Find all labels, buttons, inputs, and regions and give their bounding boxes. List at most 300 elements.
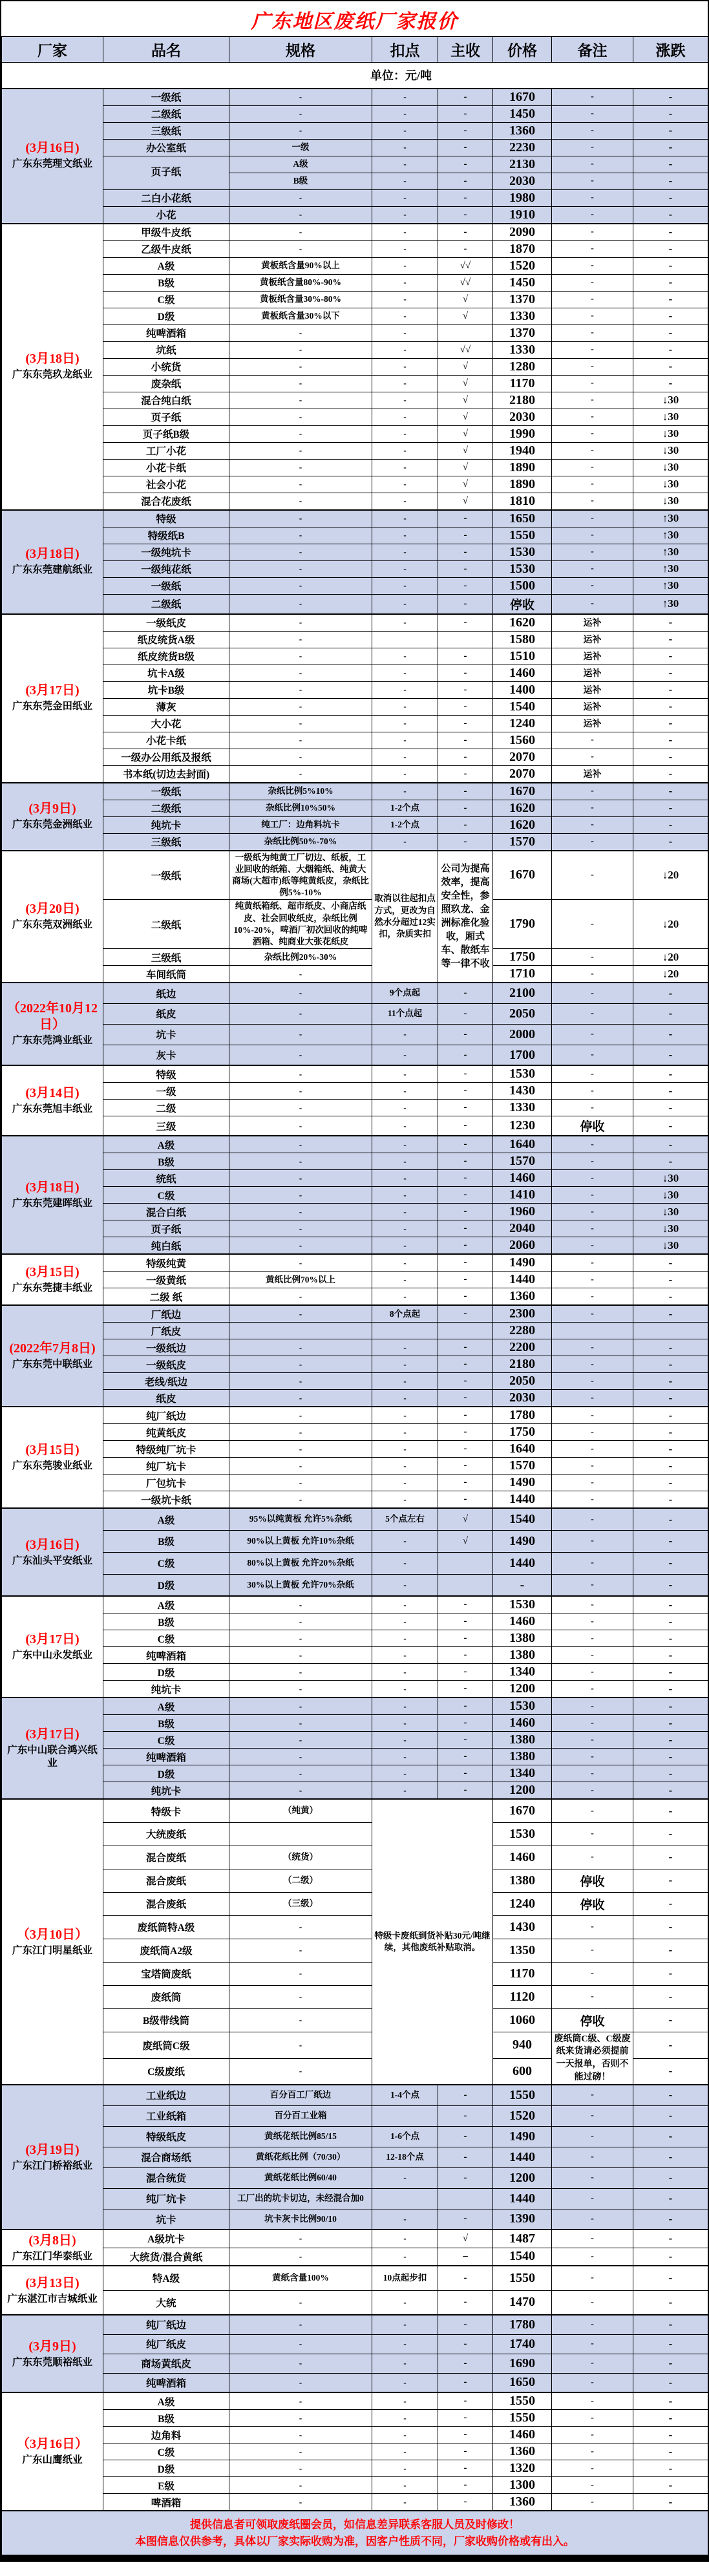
table-row: [2, 765, 708, 783]
main-collect-cell: -: [438, 1288, 493, 1306]
spec-cell: -: [229, 1204, 372, 1220]
main-collect-cell: -: [438, 2392, 493, 2410]
factory-date: (3月20日): [25, 902, 79, 917]
deduction-cell: 5个点左右: [372, 1508, 438, 1530]
price-cell: 1670: [493, 851, 552, 900]
deduction-cell: -: [372, 240, 438, 257]
deduction-cell: -: [372, 1681, 438, 1698]
spec-cell: -: [229, 2058, 372, 2085]
change-cell: -: [633, 665, 708, 681]
table-row: [2, 2126, 708, 2147]
factory-name: 广东中山永发纸业: [12, 1650, 92, 1661]
note-cell: -: [552, 1045, 633, 1065]
product-cell: 办公室纸: [103, 139, 229, 156]
spec-cell: -: [229, 2230, 372, 2248]
note-cell: -: [552, 2105, 633, 2126]
factory-date: (3月15日): [25, 1265, 79, 1280]
note-cell: -: [552, 2460, 633, 2477]
change-cell: -: [633, 2266, 708, 2290]
price-table: [1, 36, 708, 2555]
note-cell: -: [552, 1915, 633, 1939]
note-cell: -: [552, 1782, 633, 1800]
deduction-cell: -: [372, 1698, 438, 1715]
deduction-cell: -: [372, 2427, 438, 2443]
note-cell: -: [552, 800, 633, 816]
main-collect-cell: -: [438, 1204, 493, 1220]
price-cell: 1450: [493, 105, 552, 122]
table-row: [2, 816, 708, 833]
note-cell: -: [552, 139, 633, 156]
price-cell: 1650: [493, 510, 552, 527]
change-cell: -: [633, 1574, 708, 1596]
deduction-cell: -: [372, 2209, 438, 2230]
table-row: [2, 1339, 708, 1356]
table-row: [2, 1424, 708, 1441]
deduction-cell: -: [372, 493, 438, 510]
product-cell: C级: [103, 1732, 229, 1749]
note-cell: -: [552, 392, 633, 409]
change-cell: -: [633, 1596, 708, 1613]
deduction-cell: -: [372, 1136, 438, 1153]
change-cell: ↓20: [633, 949, 708, 966]
change-cell: -: [633, 833, 708, 851]
spec-cell: -: [229, 665, 372, 681]
table-row: [2, 1288, 708, 1306]
main-collect-cell: -: [438, 2167, 493, 2188]
main-collect-cell: -: [438, 1305, 493, 1323]
main-collect-cell: -: [438, 510, 493, 527]
table-row: [2, 1045, 708, 1065]
note-cell: -: [552, 900, 633, 949]
price-cell: 1360: [493, 1288, 552, 1306]
table-row: [2, 1237, 708, 1255]
change-cell: [633, 1323, 708, 1339]
page-title: [1, 1, 708, 36]
note-cell: -: [552, 122, 633, 139]
note-cell: -: [552, 1715, 633, 1732]
main-collect-cell: √: [438, 291, 493, 308]
spec-cell: -: [229, 1613, 372, 1630]
table-row: [2, 614, 708, 632]
table-row: [2, 681, 708, 698]
product-cell: 一级纸边: [103, 1339, 229, 1356]
note-cell: -: [552, 2147, 633, 2167]
price-cell: 1870: [493, 240, 552, 257]
change-cell: -: [633, 1765, 708, 1782]
table-row: [2, 375, 708, 392]
price-cell: 1540: [493, 1508, 552, 1530]
table-row: [2, 1116, 708, 1136]
table-row: [2, 206, 708, 224]
change-cell: -: [633, 1083, 708, 1100]
main-collect-cell: -: [438, 1116, 493, 1136]
main-collect-cell: -: [438, 1765, 493, 1782]
table-row: [2, 749, 708, 765]
product-cell: 特级纸B: [103, 527, 229, 544]
price-cell: 1460: [493, 1613, 552, 1630]
factory-date: （3月16日）: [17, 2437, 88, 2452]
table-row: [2, 631, 708, 648]
note-cell: -: [552, 1237, 633, 1255]
spec-cell: -: [229, 1458, 372, 1474]
price-cell: 1620: [493, 614, 552, 632]
price-cell: 1390: [493, 2209, 552, 2230]
deduction-cell: -: [372, 173, 438, 189]
deduction-cell: -: [372, 189, 438, 206]
table-row: [2, 409, 708, 425]
table-row: [2, 189, 708, 206]
price-cell: 1960: [493, 1204, 552, 1220]
table-row: [2, 1024, 708, 1045]
factory-cell: [2, 2266, 103, 2315]
product-cell: 纸皮: [103, 1003, 229, 1024]
table-row: [2, 1272, 708, 1288]
note-cell: -: [552, 816, 633, 833]
main-collect-cell: √: [438, 1508, 493, 1530]
deduction-cell: -: [372, 1596, 438, 1613]
product-cell: 厂纸边: [103, 1305, 229, 1323]
main-collect-cell: -: [438, 1407, 493, 1424]
spec-cell: -: [229, 983, 372, 1003]
price-cell: 1460: [493, 1170, 552, 1187]
main-collect-cell: -: [438, 1356, 493, 1373]
spec-cell: -: [229, 341, 372, 358]
main-collect-cell: √: [438, 425, 493, 442]
table-row: [2, 1869, 708, 1892]
change-cell: ↓20: [633, 900, 708, 949]
note-cell: -: [552, 1985, 633, 2008]
factory-date: (3月9日): [28, 802, 76, 816]
note-cell: -: [552, 1100, 633, 1116]
deduction-cell: -: [372, 510, 438, 527]
deduction-cell: -: [372, 2334, 438, 2354]
price-cell: 1570: [493, 1153, 552, 1170]
product-cell: 特级纸皮: [103, 2126, 229, 2147]
spec-cell: -: [229, 2008, 372, 2032]
table-row: [2, 1749, 708, 1765]
factory-cell: [2, 1254, 103, 1305]
main-collect-cell: -: [438, 1045, 493, 1065]
price-cell: 1620: [493, 800, 552, 816]
table-row: [2, 1962, 708, 1985]
deduction-cell: -: [372, 2315, 438, 2334]
note-cell: -: [552, 1962, 633, 1985]
change-cell: -: [633, 189, 708, 206]
spec-cell: -: [229, 1116, 372, 1136]
deduction-cell: -: [372, 2477, 438, 2494]
deduction-cell: -: [372, 274, 438, 291]
deduction-cell: 10点起步扣: [372, 2266, 438, 2290]
table-row: [2, 1647, 708, 1664]
product-cell: 小花卡纸: [103, 459, 229, 476]
change-cell: -: [633, 1288, 708, 1306]
factory-date: (3月18日): [25, 1180, 79, 1195]
spec-cell: -: [229, 1732, 372, 1749]
change-cell: -: [633, 2085, 708, 2105]
deduction-cell: -: [372, 1530, 438, 1552]
note-cell: -: [552, 851, 633, 900]
deduction-cell: -: [372, 527, 438, 544]
main-collect-cell: -: [438, 1715, 493, 1732]
product-cell: 小统货: [103, 358, 229, 375]
spec-cell: -: [229, 89, 372, 106]
note-cell: -: [552, 2334, 633, 2354]
spec-cell: -: [229, 1254, 372, 1272]
deduction-cell: [372, 2105, 438, 2126]
note-cell: -: [552, 1136, 633, 1153]
factory-date: （3月10日）: [17, 1927, 88, 1942]
table-row: [2, 949, 708, 966]
deduction-cell: -: [372, 156, 438, 173]
spec-cell: 黄纸花纸比例60/40: [229, 2167, 372, 2188]
change-cell: -: [633, 156, 708, 173]
main-collect-cell: -: [438, 816, 493, 833]
product-cell: 二级 纸: [103, 1288, 229, 1306]
product-cell: B级: [103, 1153, 229, 1170]
change-cell: -: [633, 1681, 708, 1698]
deduction-cell: -: [372, 1045, 438, 1065]
main-collect-cell: √: [438, 375, 493, 392]
change-cell: -: [633, 2443, 708, 2460]
price-cell: 1570: [493, 833, 552, 851]
note-cell: -: [552, 1220, 633, 1237]
main-collect-cell: -: [438, 1339, 493, 1356]
deduction-cell: -: [372, 257, 438, 274]
table-row: [2, 851, 708, 900]
price-cell: 2040: [493, 1220, 552, 1237]
main-collect-cell: -: [438, 1100, 493, 1116]
spec-cell: -: [229, 2427, 372, 2443]
main-collect-cell: -: [438, 1187, 493, 1204]
price-cell: 1890: [493, 459, 552, 476]
note-cell: -: [552, 1799, 633, 1822]
spec-cell: -: [229, 375, 372, 392]
note-cell: -: [552, 1390, 633, 1407]
change-cell: ↑30: [633, 594, 708, 614]
table-row: [2, 1065, 708, 1083]
price-cell: 1340: [493, 1664, 552, 1681]
table-row: [2, 1892, 708, 1915]
deduction-cell: 1-6个点: [372, 2126, 438, 2147]
table-row: [2, 2167, 708, 2188]
price-cell: 1170: [493, 1962, 552, 1985]
table-row: [2, 715, 708, 732]
main-collect-cell: -: [438, 2373, 493, 2392]
factory-name: 广东中山联合鸿兴纸业: [7, 1745, 98, 1769]
table-row: [2, 1187, 708, 1204]
note-cell: -: [552, 1596, 633, 1613]
main-collect-cell: -: [438, 1254, 493, 1272]
table-row: [2, 1323, 708, 1339]
price-cell: 940: [493, 2032, 552, 2058]
spec-cell: -: [229, 1782, 372, 1800]
col-header-spec: 规格: [229, 37, 372, 63]
spec-cell: 黄纸比例70%以上: [229, 1272, 372, 1288]
main-collect-cell: -: [438, 189, 493, 206]
table-row: [2, 1254, 708, 1272]
price-cell: 1530: [493, 1698, 552, 1715]
deduction-cell: -: [372, 681, 438, 698]
spec-cell: 30%以上黄板 允许70%杂纸: [229, 1574, 372, 1596]
main-collect-cell: -: [438, 2147, 493, 2167]
deduction-cell: -: [372, 1083, 438, 1100]
main-collect-cell: -: [438, 665, 493, 681]
main-collect-cell: -: [438, 1170, 493, 1187]
table-row: [2, 648, 708, 665]
deduction-cell: -: [372, 1237, 438, 1255]
spec-cell: -: [229, 1596, 372, 1613]
table-row: [2, 1373, 708, 1390]
deduction-cell: -: [372, 1552, 438, 1574]
spec-cell: -: [229, 698, 372, 715]
table-row: [2, 139, 708, 156]
factory-date: (3月8日): [28, 2233, 76, 2248]
main-collect-cell: -: [438, 1782, 493, 1800]
table-row: [2, 527, 708, 544]
main-collect-cell: -: [438, 206, 493, 224]
product-cell: C级: [103, 1630, 229, 1647]
deduction-cell: -: [372, 1373, 438, 1390]
product-cell: 车间纸筒: [103, 966, 229, 983]
spec-cell: -: [229, 1962, 372, 1985]
spec-cell: 纯黄纸箱纸、超市纸皮、小商店纸皮、社会回收纸皮，杂纸比例 10%-20%，啤酒厂初次回收的纯啤酒箱、纯商业大张花纸皮: [229, 900, 372, 949]
spec-cell: 杂纸比例10%50%: [229, 800, 372, 816]
product-cell: 页子纸: [103, 1220, 229, 1237]
spec-cell: （统货）: [229, 1846, 372, 1869]
change-cell: -: [633, 139, 708, 156]
main-collect-cell: -: [438, 2410, 493, 2427]
product-cell: E级: [103, 2477, 229, 2494]
note-cell: -: [552, 291, 633, 308]
product-cell: 一级纯坑卡: [103, 544, 229, 560]
table-row: [2, 1220, 708, 1237]
change-cell: -: [633, 1065, 708, 1083]
deduction-cell: -: [372, 1613, 438, 1630]
deduction-cell: -: [372, 1458, 438, 1474]
factory-name: 广东东莞建晖纸业: [12, 1198, 92, 1209]
change-cell: -: [633, 732, 708, 749]
product-cell: C级: [103, 1552, 229, 1574]
deduction-cell: -: [372, 614, 438, 632]
spec-cell: -: [229, 409, 372, 425]
change-cell: ↓30: [633, 1187, 708, 1204]
deduction-cell: -: [372, 291, 438, 308]
spec-cell: -: [229, 510, 372, 527]
spec-cell: -: [229, 765, 372, 783]
spec-cell: -: [229, 1237, 372, 1255]
product-cell: 页子纸B级: [103, 425, 229, 442]
note-cell: -: [552, 493, 633, 510]
factory-name: 广东东莞金田纸业: [12, 701, 92, 712]
price-cell: 1540: [493, 698, 552, 715]
table-row: [2, 442, 708, 459]
change-cell: ↓30: [633, 1237, 708, 1255]
main-collect-cell: -: [438, 1474, 493, 1491]
price-cell: 2030: [493, 1390, 552, 1407]
note-cell: -: [552, 2354, 633, 2373]
change-cell: -: [633, 1892, 708, 1915]
main-collect-cell: √: [438, 1530, 493, 1552]
table-row: [2, 2230, 708, 2248]
product-cell: 小花卡纸: [103, 732, 229, 749]
note-cell: -: [552, 409, 633, 425]
main-collect-cell: -: [438, 983, 493, 1003]
factory-name: 广东东莞中联纸业: [12, 1359, 92, 1370]
table-row: [2, 800, 708, 816]
deduction-cell: -: [372, 459, 438, 476]
main-collect-cell: -: [438, 783, 493, 800]
table-row: [2, 1630, 708, 1647]
note-cell: -: [552, 2373, 633, 2392]
factory-date: (3月16日): [25, 141, 79, 156]
spec-cell: -: [229, 577, 372, 594]
note-cell: -: [552, 1204, 633, 1220]
spec-cell: -: [229, 1749, 372, 1765]
change-cell: -: [633, 122, 708, 139]
note-cell: -: [552, 966, 633, 983]
factory-cell: [2, 2085, 103, 2230]
factory-cell: [2, 783, 103, 851]
table-row: [2, 392, 708, 409]
spec-cell: -: [229, 1305, 372, 1323]
deduction-cell: -: [372, 715, 438, 732]
note-cell: -: [552, 2392, 633, 2410]
note-cell: -: [552, 425, 633, 442]
product-cell: 书本纸(切边去封面): [103, 765, 229, 783]
table-row: [2, 1356, 708, 1373]
product-cell: A级: [103, 1508, 229, 1530]
spec-cell: -: [229, 392, 372, 409]
deduction-cell: -: [372, 698, 438, 715]
main-collect-cell: -: [438, 2290, 493, 2315]
main-collect-cell: -: [438, 1237, 493, 1255]
spec-cell: -: [229, 1424, 372, 1441]
spec-cell: -: [229, 1647, 372, 1664]
price-cell: 1530: [493, 1596, 552, 1613]
price-cell: 1550: [493, 527, 552, 544]
deduction-cell: -: [372, 577, 438, 594]
change-cell: -: [633, 1822, 708, 1846]
product-cell: 坑卡B级: [103, 681, 229, 698]
note-cell: -: [552, 1664, 633, 1681]
factory-date: （2022年10月12日）: [7, 1001, 98, 1032]
change-cell: ↓30: [633, 459, 708, 476]
price-cell: 1520: [493, 257, 552, 274]
main-collect-cell: -: [438, 173, 493, 189]
table-row: [2, 1136, 708, 1153]
price-cell: 1750: [493, 1424, 552, 1441]
table-row: [2, 1003, 708, 1024]
deduction-cell: -: [372, 1356, 438, 1373]
note-cell: -: [552, 1254, 633, 1272]
product-cell: 废纸筒特A级: [103, 1915, 229, 1939]
spec-cell: （纯黄）: [229, 1799, 372, 1822]
main-collect-cell: -: [438, 2105, 493, 2126]
price-cell: 1560: [493, 732, 552, 749]
price-cell: 1640: [493, 1441, 552, 1458]
product-cell: 一级纸皮: [103, 614, 229, 632]
factory-name: 广东江门桥裕纸业: [12, 2160, 92, 2171]
change-cell: -: [633, 1985, 708, 2008]
note-cell: -: [552, 1458, 633, 1474]
factory-cell: [2, 1305, 103, 1407]
change-cell: -: [633, 2315, 708, 2334]
change-cell: -: [633, 224, 708, 241]
price-cell: -: [493, 1574, 552, 1596]
main-collect-cell: -: [438, 122, 493, 139]
factory-cell: [2, 1136, 103, 1254]
price-cell: 1530: [493, 1822, 552, 1846]
